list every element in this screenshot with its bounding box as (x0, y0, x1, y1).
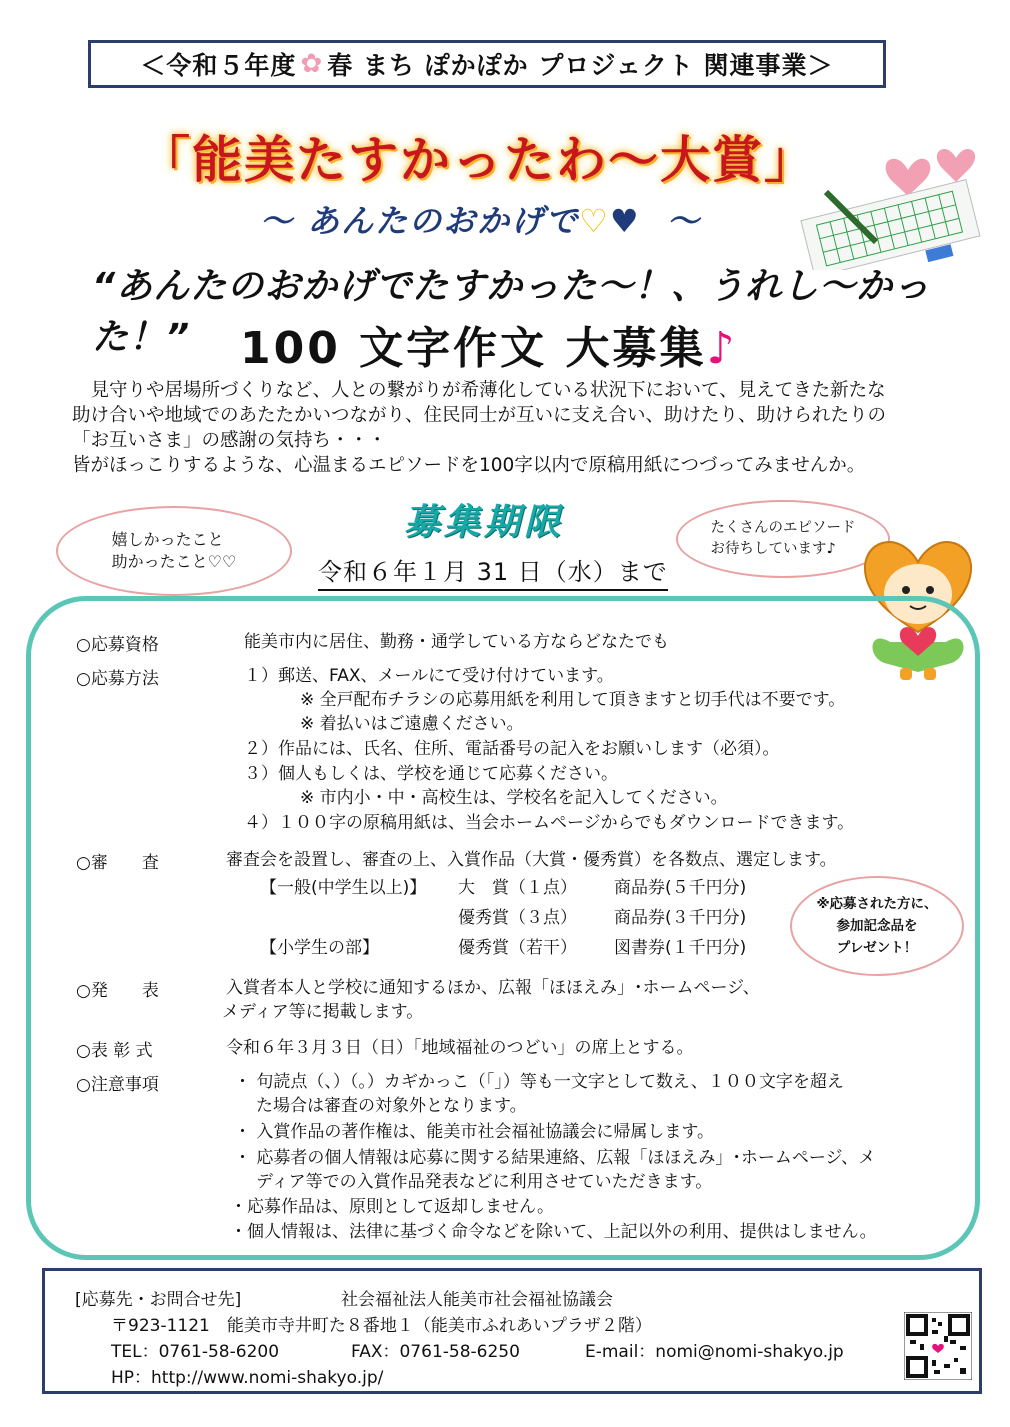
note-item: た場合は審査の対象外となります。 (256, 1096, 527, 1116)
prize-reward: 商品券(３千円分) (614, 908, 747, 928)
header-part2: 春 まち ぽかぽか プロジェクト 関連事業＞ (327, 51, 834, 80)
prize-name: 優秀賞（若干） (458, 938, 577, 958)
qr-code[interactable] (904, 1312, 972, 1380)
announce-label: ○発 表 (76, 981, 159, 1001)
method-label: ○応募方法 (76, 669, 159, 689)
email-link[interactable]: E-mail：nomi@nomi-shakyo.jp (585, 1342, 844, 1362)
method-item: ３）個人もしくは、学校を通じて応募ください。 (244, 764, 618, 784)
prize-group: 【小学生の部】 (260, 938, 379, 958)
speech-bubble-left: 嬉しかったこと 助かったこと♡♡ (56, 506, 292, 596)
heart-outline-icon: ♡ (579, 202, 610, 240)
prize-reward: 図書券(１千円分) (614, 938, 747, 958)
deadline-title: 募集期限 (404, 502, 565, 543)
announce-text: メディア等に掲載します。 (222, 1002, 424, 1022)
method-item: ４）１００字の原稿用紙は、当会ホームページからでもダウンロードできます。 (244, 813, 855, 833)
heart-solid-icon: ♥ (609, 202, 641, 240)
heart-icon (937, 149, 975, 182)
manuscript-illustration (796, 140, 996, 270)
review-text: 審査会を設置し、審査の上、入賞作品（大賞・優秀賞）を各数点、選定します。 (226, 850, 837, 870)
org-name: 社会福祉法人能美市社会福祉協議会 (341, 1290, 613, 1310)
speech-bubble-right: たくさんのエピソード お待ちしています♪ (676, 500, 890, 578)
ceremony-label: ○表 彰 式 (76, 1041, 153, 1061)
method-item: ２）作品には、氏名、住所、電話番号の記入をお願いします（必須）。 (244, 739, 780, 759)
fax: FAX：0761-58-6250 (351, 1342, 520, 1362)
note-item: ・ 応募者の個人情報は応募に関する結果連絡、広報「ほほえみ」･ホームページ、メ (234, 1148, 876, 1168)
intro-text: 見守りや居場所づくりなど、人との繋がりが希薄化している状況下において、見えてきた新たな 助け合いや地域でのあたたかいつながり、住民同士が互いに支え合い、助けたり、助けられたりの 「お互いさま」の感謝の気持ち・・・ 皆がほっこりするような、心温まるエピソードを100字以内で原稿用紙につづってみませんか。 (72, 380, 887, 476)
eligibility-text: 能美市内に居住、勤務・通学している方ならどなたでも (244, 632, 669, 652)
note-item: ・ 入賞作品の著作権は、能美市社会福祉協議会に帰属します。 (234, 1122, 715, 1142)
main-title: 「能美たすかったわ～大賞」 (140, 131, 816, 189)
deadline-date: 令和６年１月 31 日（水）まで (318, 552, 668, 591)
subtitle: ～ あんたのおかげで♡♥ ～ (260, 202, 701, 240)
homepage-link[interactable]: HP：http://www.nomi-shakyo.jp/ (111, 1368, 384, 1388)
phone: TEL：0761-58-6200 (111, 1342, 280, 1362)
method-item: ※ 全戸配布チラシの応募用紙を利用して頂きますと切手代は不要です。 (300, 690, 846, 710)
announce-text: 入賞者本人と学校に通知するほか、広報「ほほえみ」･ホームページ、 (226, 978, 760, 998)
music-note-icon: ♪ (706, 323, 738, 374)
header-part1: ＜令和５年度 (140, 51, 297, 80)
method-item: １）郵送、FAX、メールにて受け付けています。 (244, 666, 614, 686)
contact-box (42, 1268, 982, 1394)
method-item: ※ 着払いはご遠慮ください。 (300, 714, 524, 734)
ceremony-text: 令和６年３月３日（日）「地域福祉のつどい」の席上とする。 (226, 1038, 694, 1058)
notes-label: ○注意事項 (76, 1075, 159, 1095)
prize-reward: 商品券(５千円分) (614, 878, 747, 898)
prize-group: 【一般(中学生以上)】 (260, 878, 427, 898)
note-item: ・応募作品は、原則として返却しません。 (230, 1197, 555, 1217)
note-item: ディア等での入賞作品発表などに利用させていただきます。 (256, 1172, 713, 1192)
review-label: ○審 査 (76, 853, 159, 873)
catchphrase: “あんたのおかげでたすかった～！、うれし～かった！” (92, 266, 931, 358)
project-header (88, 40, 886, 88)
address: 〒923-1121 能美市寺井町た８番地１（能美市ふれあいプラザ２階） (111, 1316, 652, 1336)
prize-name: 優秀賞（３点） (458, 908, 577, 928)
gift-bubble: ※応募された方に、 参加記念品を プレゼント！ (790, 876, 964, 976)
note-item: ・個人情報は、法律に基づく命令などを除いて、上記以外の利用、提供はしません。 (230, 1222, 877, 1242)
method-item: ※ 市内小・中・高校生は、学校名を記入してください。 (300, 788, 728, 808)
eligibility-label: ○応募資格 (76, 635, 159, 655)
contact-label: [応募先・お問合せ先] (75, 1290, 242, 1310)
sakura-icon: ✿ (300, 49, 324, 79)
prize-name: 大 賞（１点） (458, 878, 577, 898)
recruit-headline: 100 文字作文 大募集♪ (240, 323, 738, 374)
note-item: ・ 句読点（、）（。）カギかっこ（「」）等も一文字として数え、１００文字を超え (234, 1072, 844, 1092)
